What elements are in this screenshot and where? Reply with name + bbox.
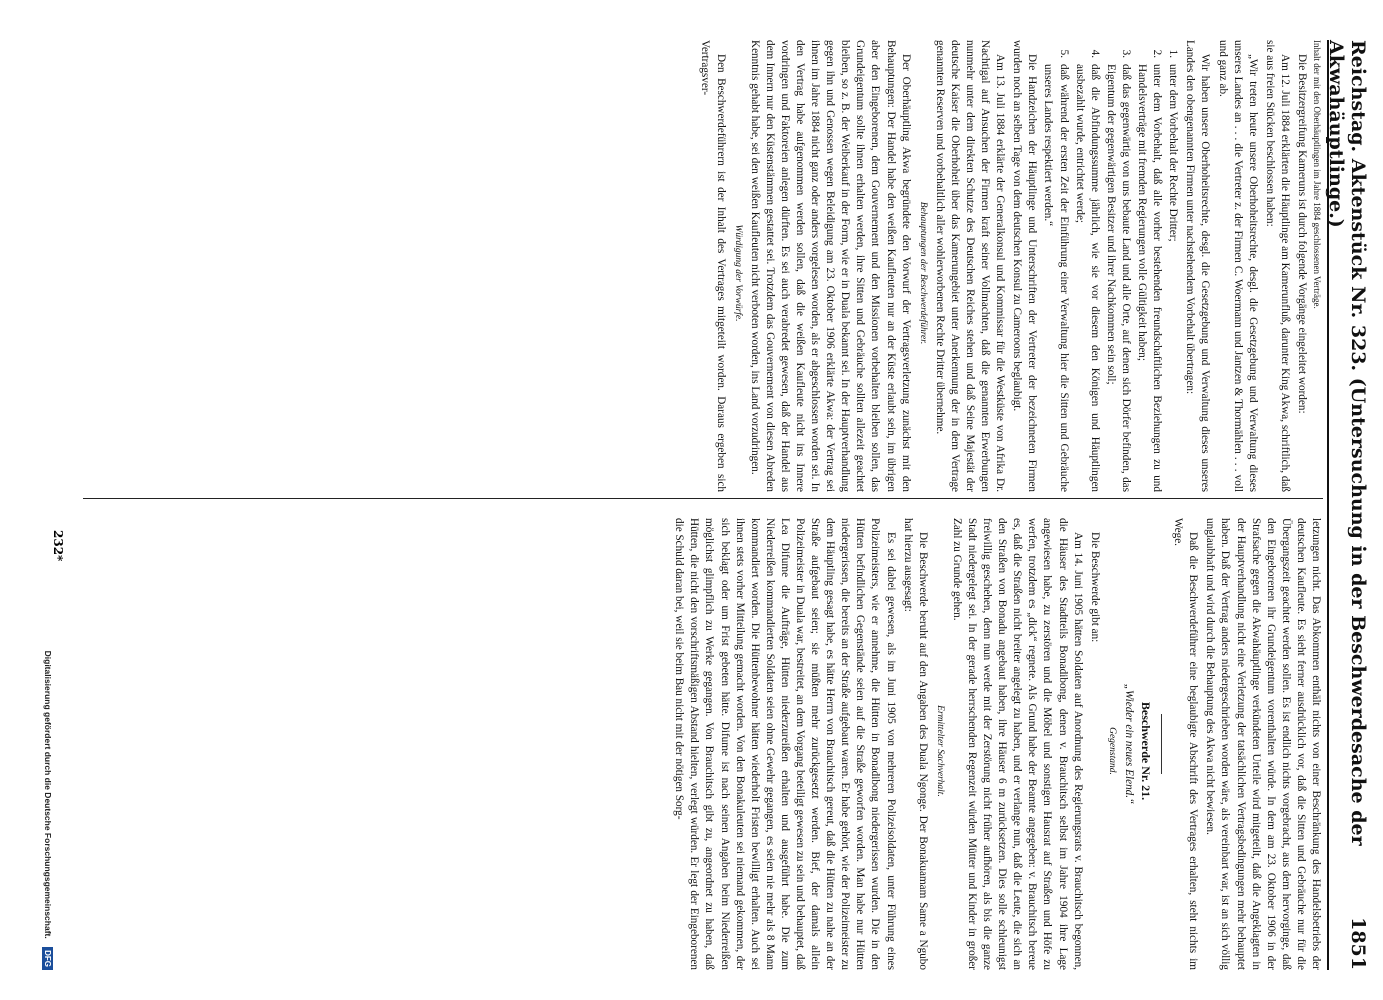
list-item <box>1134 40 1164 492</box>
condition-list <box>1040 40 1180 492</box>
left-column <box>695 40 1323 492</box>
paragraph: Die Besitzergreifung Kameruns ist durch folgende Vorgänge eingeleitet worden: <box>1296 54 1308 414</box>
dfg-logo: DFG <box>42 947 53 970</box>
paragraph: Daß die Beschwerdeführer eine beglaubigte Abschrift des Vertrages erhalten, steht nichts im Wege. <box>1172 518 1200 970</box>
list-text: unter dem Vorbehalt der Rechte Dritter; <box>1167 64 1180 242</box>
column-divider <box>83 498 1323 499</box>
intro-note: Inhalt der mit den Oberhäuptlingen im Jahre 1884 geschlossenen Verträge. <box>1312 40 1322 309</box>
page-number: 1851 <box>1347 917 1369 970</box>
digitization-note <box>42 40 53 970</box>
right-column <box>669 518 1323 970</box>
paragraph: Die Handzeichen der Häuptlinge und Unterschriften der Vertreter der bezeichneten Firmen wurden noch an selben Tage von dem deutschen Konsul zu Cameroons beglaubigt. <box>1011 40 1039 492</box>
list-number: 1. <box>1167 49 1180 58</box>
list-number: 2. <box>1151 49 1164 58</box>
page-mark: 232* <box>51 530 65 562</box>
paragraph: Der Oberhäuptling Akwa begründete den Vorwurf der Vertragsverletzung zunächst mit den Behauptungen: Der Handel habe den weißen Kaufleuten nur an der Küste erlaubt sein, im übrigen aber den Eingeborenen, dem Gouvernement und den Missionen vorbehalten bleiben sollen, das Grundeigentum sollte ihnen erhalten werden, ihre Sitten und Gebräuche sollten allezeit geachtet bleiben, so z. B. der Weiberkauf in der Form, wie er in Duala bekannt sei. In der Hauptverhandlung gegen ihn und Genossen wegen Beleidigung am 23. Oktober 1906 erklärte Akwa: der Vertrag sei ihnen im Jahre 1884 nicht ganz oder anders vorgelesen worden, als er abgeschlossen worden sei. In den Vertrag habe aufgenommen werden sollen, daß die weißen Kaufleute nicht ins Innere vordringen und Faktoreien anlegen dürften. Es sei auch verabredet gewesen, daß der Handel aus dem Innern nur den Küstenstämmen gestattet sei. Trotzdem das Gouvernement von diesen Abreden Kenntnis gehabt habe, sei den weißen Kaufleuten nicht verboten worden, ins Land vorzudringen. <box>748 40 912 492</box>
paragraph: Die Beschwerde beruht auf den Angaben des Duala Ngonge. Der Bonakuamam Same a Ngubo hat hierzu ausgesagt: <box>901 518 929 970</box>
list-text: daß während der ersten Zeit der Einführung einer Verwaltung hier die Sitten und Gebräuche unseres Landes respektiert werden.“ <box>1042 64 1070 492</box>
paragraph: letzungen nicht. Das Abkommen enthält nichts von einer Beschränkung des Handelsbetriebs der deutschen Kaufleute. Es sieht ferner ausdrücklich vor, daß die Sitten und Gebräuche nur für die Übergangszeit geachtet werden sollen. Es ist endlich nichts vorgebracht, aus dem hervorginge, daß den Eingeborenen ihr Grundeigentum vorenthalten würde. In dem am 23. Oktober 1906 in der Strafsache gegen die Akwahäuptlinge verkündeten Urteile wird mitgeteilt, daß die Angeklagten in der Hauptverhandlung nicht eine Verletzung der tatsächlichen Vertragsbedingungen mehr behauptet haben. Daß der Vertrag anders niedergeschrieben worden wäre, als vereinbart war, ist an sich völlig unglaubhaft und wird durch die Behauptung des Akwa nicht bewiesen. <box>1204 518 1322 970</box>
section-subheading: Behauptungen der Beschwerdeführer. <box>917 201 928 345</box>
list-number: 3. <box>1119 49 1132 58</box>
list-text: daß das gegenwärtig von uns bebaute Land und alle Orte, auf denen sich Dörfer befinden, das Eigentum der gegenwärtigen Besitzer und ihrer Nachkommen sein soll; <box>1104 64 1132 492</box>
section-subheading: Gegenstand. <box>1106 727 1117 775</box>
section-subheading: Ermittelter Sachverhalt. <box>934 705 945 797</box>
list-text: unter dem Vorbehalt, daß alle vorher bestehenden freundschaftlichen Beziehungen zu und Handelsverträge mit fremden Regierungen volle Gültigkeit haben; <box>1136 64 1164 492</box>
list-item <box>1072 40 1102 492</box>
header-title: Reichstag. Aktenstück Nr. 323. (Untersuchung in der Beschwerdesache der Akwahäuptlinge.) <box>1325 40 1369 846</box>
digitization-text: Digitalisierung gefördert durch die Deutsche Forschungsgemeinschaft. <box>43 650 53 939</box>
paragraph: Am 14. Juni 1905 hätten Soldaten auf Anordnung des Regierungsrats v. Brauchitsch begonnen, die Häuser des Stadtteils Bonadibong, denen v. Brauchitsch selbst im Jahre 1904 ihre Lage angewiesen habe, zu zerstören und die Möbel und sonstigen Hausrat auf Straßen und Höfe zu werfen, trotzdem es „dick“ regnete. Als Grund habe der Beamte angegeben: v. Brauchitsch bereue es, daß die Straßen nicht breiter angelegt zu haben, und er verlange nun, daß die Leute, die sich an den Straßen von Bonadu angebaut haben, ihre Häuser 6 m zurücksetzen. Dies solle schleunigst freiwillig geschehen, denn nun werde mit der Zerstörung nicht früher aufhören, als bis die ganze Stadt niedergelegt sei. In der gerade herrschenden Regenzeit würden Mütter und Kinder in großer Zahl zu Grunde gehen. <box>950 518 1084 970</box>
list-number: 4. <box>1088 49 1101 58</box>
paragraph: Am 12. Juli 1884 erklärten die Häuptlinge am Kamerunfluß, darunter King Akwa, schriftlich, daß sie aus freien Stücken beschlossen haben: <box>1263 40 1291 492</box>
paragraph: Es sei dabei gewesen, als im Juni 1905 von mehreren Polizeisoldaten, unter Führung eines Polizeimeisters, wie er annehme, die Hütten in Bonadibong niedergerissen wurden. Die in den Hütten befindlichen Gegenstände seien auf die Straße geworfen worden. Man habe nur Hütten niedergerissen, die bereits an der Straße aufgebaut waren. Er habe gehört, wie der Polizeimeister zu dem Häuptling gesagt habe, es hätte Herrn von Brauchitsch gereut, daß die Hütten zu nahe an der Straße aufgebaut seien; sie müßten mehr zurückgesetzt werden. Bief, der damals allein Polizeimeister in Duala war, bestreitet, an dem Vorgang beteiligt gewesen zu sein und behauptet, daß Lea Difume die Aufträge, Hütten niederzureißen erhalten und ausgeführt habe. Die zum Niederreißen kommandierten Soldaten seien ohne Gewehr gegangen, es seien nie mehr als 8 Mann kommandiert worden. Die Hüttenbewohner hätten wiederholt Fristen bewilligt erhalten. Auch sei ihnen stets vorher Mitteilung gemacht worden. Von den Bonakuleuten sei niemand gekommen, der sich beklagt oder um Frist gebeten hätte. Difume ist nach seinen Angaben beim Niederreißen möglichst glimpflich zu Werke gegangen. Von Brauchitsch gibt zu, angeordnet zu haben, daß Hütten, die nicht den vorschriftsmäßigen Abstand hielten, verlegt würden. Er legt der Eingeborenen die Schuld daran bei, weil sie beim Bau nicht mit der nötigen Sorg- <box>673 518 897 970</box>
paragraph: Die Beschwerde gibt an: <box>1088 532 1101 643</box>
complaint-title: „Wieder ein neues Elend.“ <box>1122 683 1135 805</box>
list-text: daß die Abfindungssumme jährlich, wie sie vor diesem den Königen und Häuptlingen ausbezahlt wurde, entrichtet werde; <box>1073 64 1101 492</box>
page-header <box>1327 40 1369 970</box>
list-item <box>1040 40 1070 492</box>
section-subheading: Würdigung der Vorwürfe. <box>732 224 743 322</box>
list-item <box>1103 40 1133 492</box>
list-number: 5. <box>1057 49 1070 58</box>
treaty-quote: Wir haben unsere Oberhoheitsrechte, desgl. die Gesetzgebung und Verwaltung dieses unseres Landes den obengenannten Firmen unter nachstehendem Vorbehalt übertragen: <box>1184 40 1212 492</box>
list-item <box>1165 40 1180 492</box>
treaty-quote: „Wir treten heute unsere Oberhoheitsrechte, desgl. die Gesetzgebung und Verwaltung dieses unseres Landes an . . . die Vertreter z. der Firmen C. Woermann und Jantzen & Thormählen . . . voll und ganz ab. <box>1216 40 1259 492</box>
paragraph: Den Beschwerdeführern ist der Inhalt des Vertrages mitgeteilt worden. Daraus ergeben sich Vertragsver- <box>699 40 727 492</box>
paragraph: Am 13. Juli 1884 erklärte der Generalkonsul und Kommissar für die Westküste von Afrika Dr. Nachtigal auf Ansuchen der Firmen kraft seiner Vollmachten, daß die genannten Erwerbungen nunmehr unter dem direkten Schutze des Deutschen Reiches stehen und daß Seine Majestät der deutsche Kaiser die Oberhoheit über das Kamerungebiet unter Anerkennung der in dem Vertrage genannten Reserven und vorbehaltlich aller wohlerworbenen Rechte Dritter übernehme. <box>933 40 1007 492</box>
section-rule <box>1161 714 1162 774</box>
complaint-heading: Beschwerde Nr. 21. <box>1139 701 1154 801</box>
